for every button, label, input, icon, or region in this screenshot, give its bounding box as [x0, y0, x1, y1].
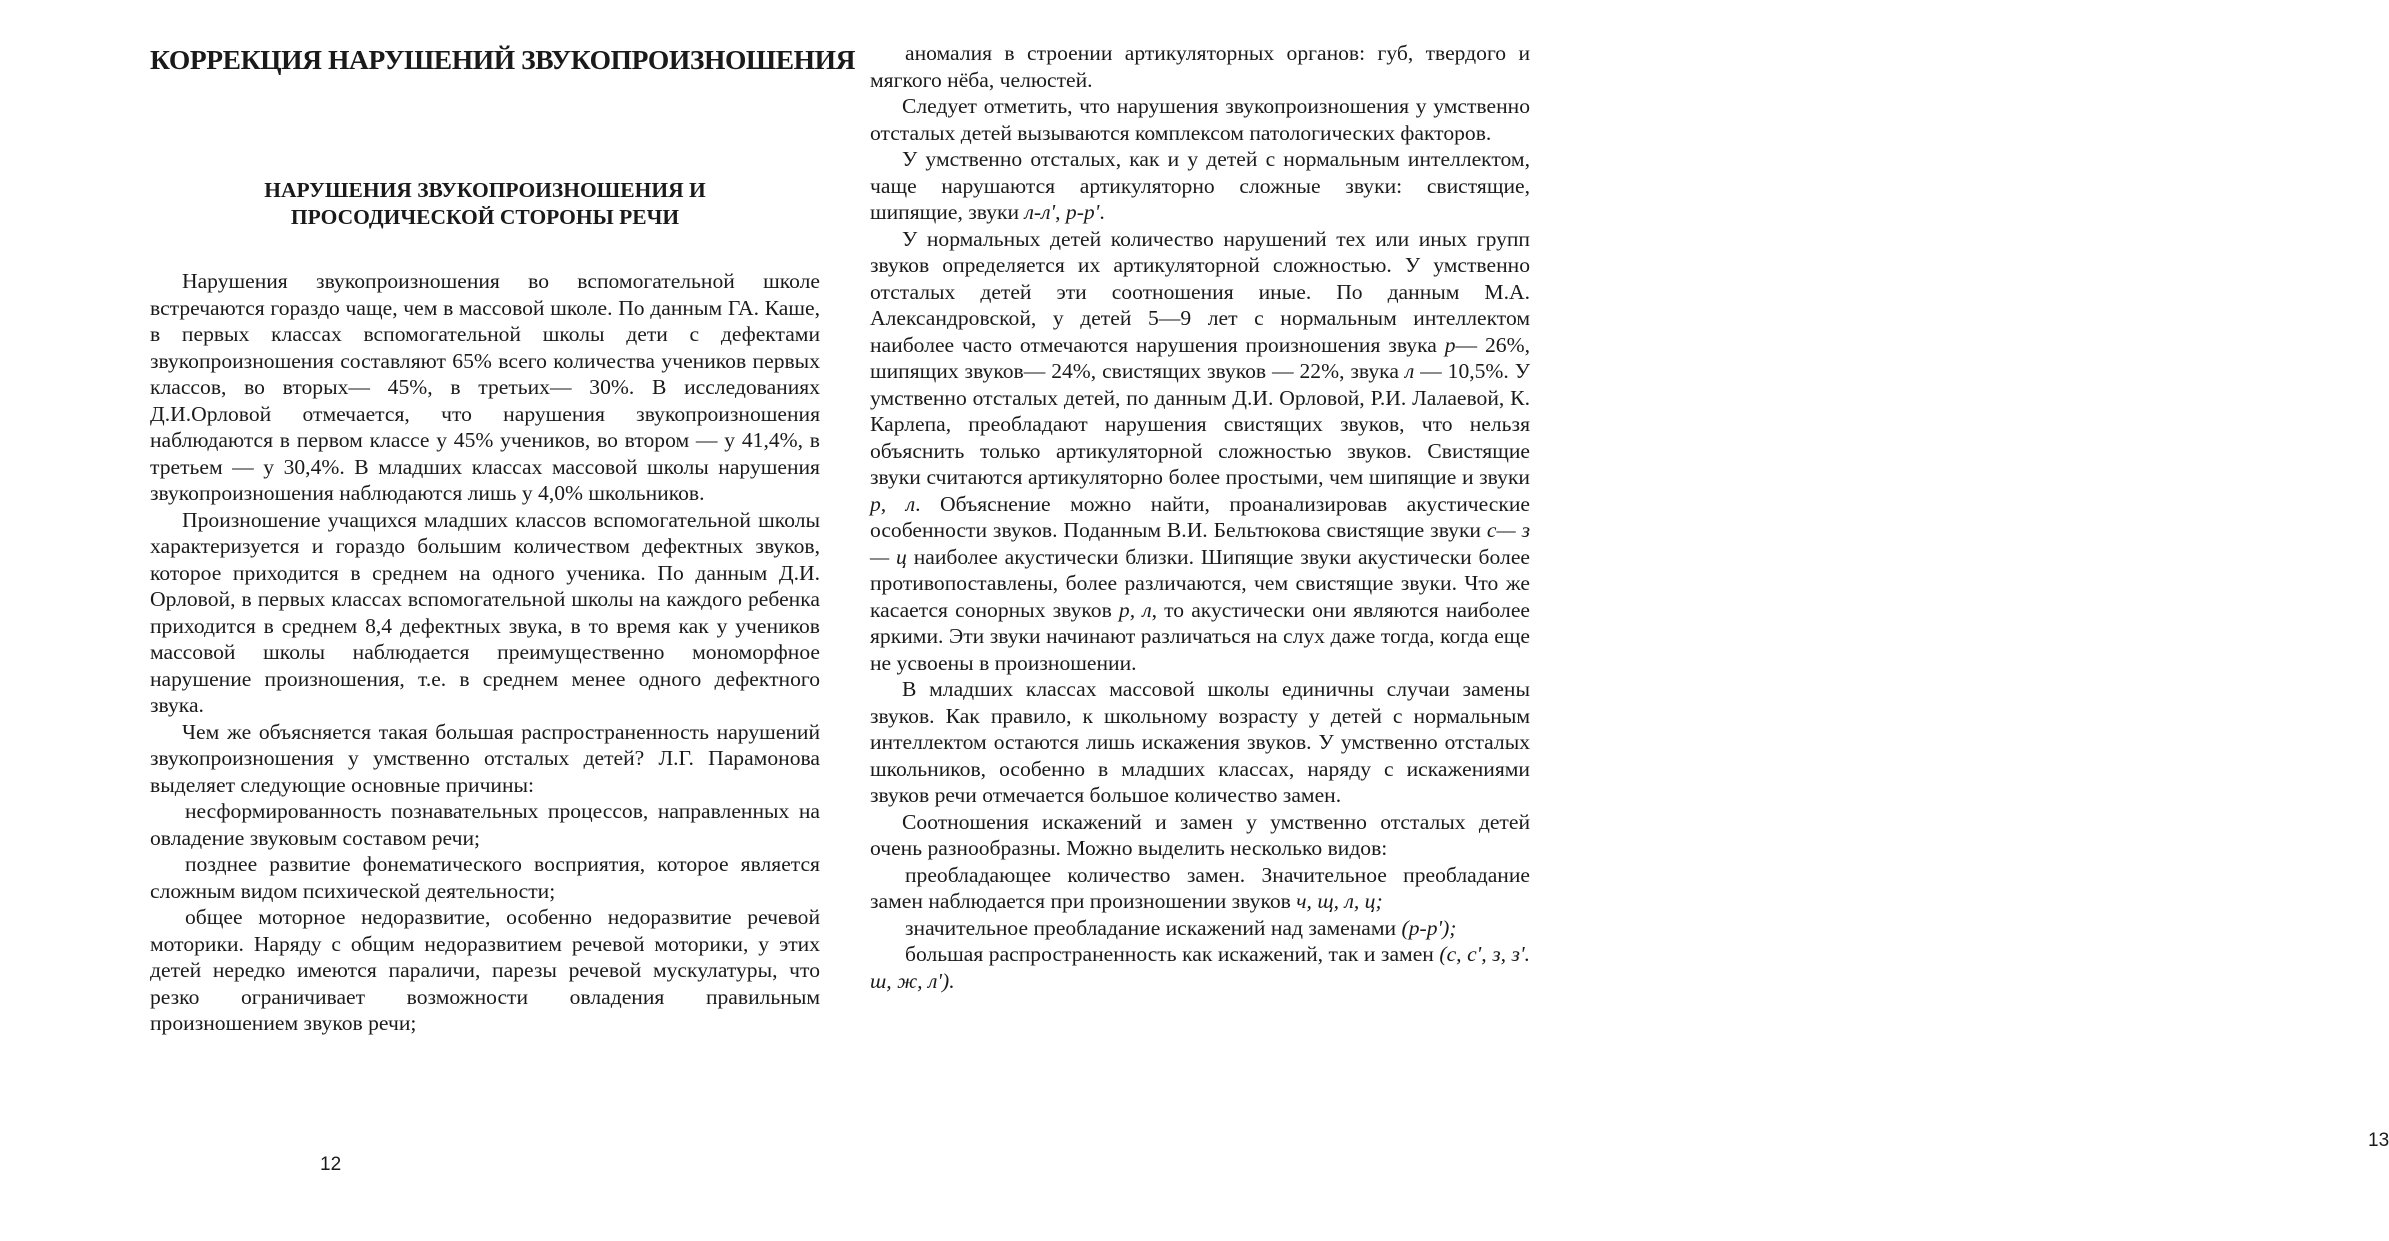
list-item	[870, 941, 1530, 994]
page-number: 12	[320, 1154, 342, 1175]
running-title: КОРРЕКЦИЯ НАРУШЕНИЙ ЗВУКОПРОИЗНОШЕНИЯ	[150, 44, 856, 75]
paragraph-text: — 26%, шипящих звуков— 24%, свистящих звуков — 22%, звука	[870, 332, 1530, 383]
paragraph-text: значительное преобладание искажений над заменами	[905, 915, 1397, 940]
paragraph: Произношение учащихся младших классов вспомогательной школы характеризуется и гораздо большим количеством дефектных звуков, которое приходится в среднем на одного ученика. По данным Д.И. Орловой, в первых классах вспомогательной школы на каждого ребенка приходится в среднем 8,4 дефектных звука, в то время как у учеников массовой школы наблюдается преимущественно мономорфное нарушение произношения, т.е. в среднем менее одного дефектного звука.	[150, 507, 820, 717]
sound-symbol: (с, с', з, з'. ш, ж, л').	[870, 942, 1530, 993]
list-item	[870, 915, 1530, 942]
paragraph-text: У нормальных детей количество нарушений тех или иных групп звуков определяется их артикуляторной сложностью. У умственно отсталых детей эти соотношения иные. По данным М.А. Александровской, у детей 5—9 лет с нормальным интеллектом наиболее часто отмечаются нарушения произношения звука	[870, 226, 1530, 357]
section-heading	[150, 177, 820, 231]
page-number: 13	[2368, 1130, 2389, 1151]
sound-symbol: л-л'	[1024, 200, 1056, 224]
paragraph: У умственно отсталых, как и у детей с нормальным интеллектом, чаще нарушаются артикуляторно сложные звуки: свистящие, шипящие, звуки л-л', р-р'.	[870, 147, 1530, 224]
paragraph: Следует отметить, что нарушения звукопроизношения у умственно отсталых детей вызываются комплексом патологических факторов.	[870, 94, 1530, 145]
sound-symbol: л	[1404, 359, 1415, 383]
list-item: аномалия в строении артикуляторных органов: губ, твердого и мягкого нёба, челюстей.	[870, 41, 1530, 92]
paragraph: Чем же объясняется такая большая распространенность нарушений звукопроизношения у умственно отсталых детей? Л.Г. Парамонова выделяет следующие основные причины:	[150, 719, 820, 797]
sound-symbol: р, л	[870, 491, 916, 516]
sound-symbol: р	[1444, 332, 1456, 357]
paragraph: Нарушения звукопроизношения во вспомогательной школе встречаются гораздо чаще, чем в массовой школе. По данным ГА. Каше, в первых классах вспомогательной школы дети с дефектами звукопроизношения составляют 65% всего количества учеников первых классов, во вторых— 45%, в третьих— 30%. В исследованиях Д.И.Орловой отмечается, что нарушения звукопроизношения наблюдаются в первом классе у 45% учеников, во втором — у 41,4%, в третьем — у 30,4%. В младших классах массовой школы нарушения звукопроизношения наблюдаются лишь у 4,0% школьников.	[150, 269, 820, 505]
list-item	[870, 862, 1530, 915]
paragraph-text: У умственно отсталых, как и у детей с нормальным интеллектом, чаще нарушаются артикуляторно сложные звуки: свистящие, шипящие, звуки	[870, 147, 1530, 224]
list-item: общее моторное недоразвитие, особенно недоразвитие речевой моторики. Наряду с общим недоразвитием речевой моторики, у этих детей нередко имеются параличи, парезы речевой мускулатуры, что резко ограничивает возможности овладения правильным произношением звуков речи;	[150, 905, 820, 1035]
paragraph	[870, 226, 1530, 677]
paragraph: В младших классах массовой школы единичны случаи замены звуков. Как правило, к школьному возрасту у детей с нормальным интеллектом остаются лишь искажения звуков. У умственно отсталых школьников, особенно в младших классах, наряду с искажениями звуков речи отмечается большое количество замен.	[870, 677, 1530, 807]
right-body-text	[870, 40, 1530, 994]
sound-symbol: с— з— ц	[870, 518, 1530, 569]
section-heading-line: ПРОСОДИЧЕСКОЙ СТОРОНЫ РЕЧИ	[290, 205, 680, 229]
sound-symbol: ч, щ, л, ц;	[1296, 889, 1383, 913]
sound-symbol: (р-р');	[1401, 915, 1457, 940]
sound-symbol: р-р'	[1065, 200, 1100, 224]
left-body-text	[150, 268, 820, 1037]
list-item: позднее развитие фонематического восприятия, которое является сложным видом психической деятельности;	[150, 852, 820, 903]
paragraph: Соотношения искажений и замен у умственно отсталых детей очень разнообразны. Можно выделить несколько видов:	[870, 809, 1530, 860]
list-item: несформированность познавательных процессов, направленных на овладение звуковым составом речи;	[150, 799, 820, 850]
sound-symbol: р, л	[1118, 597, 1152, 622]
section-heading-line: НАРУШЕНИЯ ЗВУКОПРОИЗНОШЕНИЯ И	[264, 178, 706, 202]
paragraph-text: наиболее акустически близки. Шипящие звуки акустически более противопоставлены, более различаются, чем свистящие звуки. Что же касается сонорных звуков	[870, 544, 1530, 622]
paragraph-text: преобладающее количество замен. Значительное преобладание замен наблюдается при произношении звуков	[870, 862, 1530, 913]
paragraph-text: — 10,5%. У умственно отсталых детей, по данным Д.И. Орловой, Р.И. Лалаевой, К. Карлепа, преобладают нарушения свистящих звуков, что нельзя объяснить только артикуляторной сложностью звуков. Свистящие звуки считаются артикуляторно более простыми, чем шипящие и звуки	[870, 359, 1531, 489]
paragraph-text: , то акустически они являются наиболее яркими. Эти звуки начинают различаться на слух даже тогда, когда еще не усвоены в произношении.	[870, 597, 1530, 675]
paragraph-text: . Объяснение можно найти, проанализировав акустические особенности звуков. Поданным В.И. Бельтюкова свистящие звуки	[870, 491, 1530, 542]
paragraph-text: большая распространенность как искажений, так и замен	[905, 942, 1434, 966]
